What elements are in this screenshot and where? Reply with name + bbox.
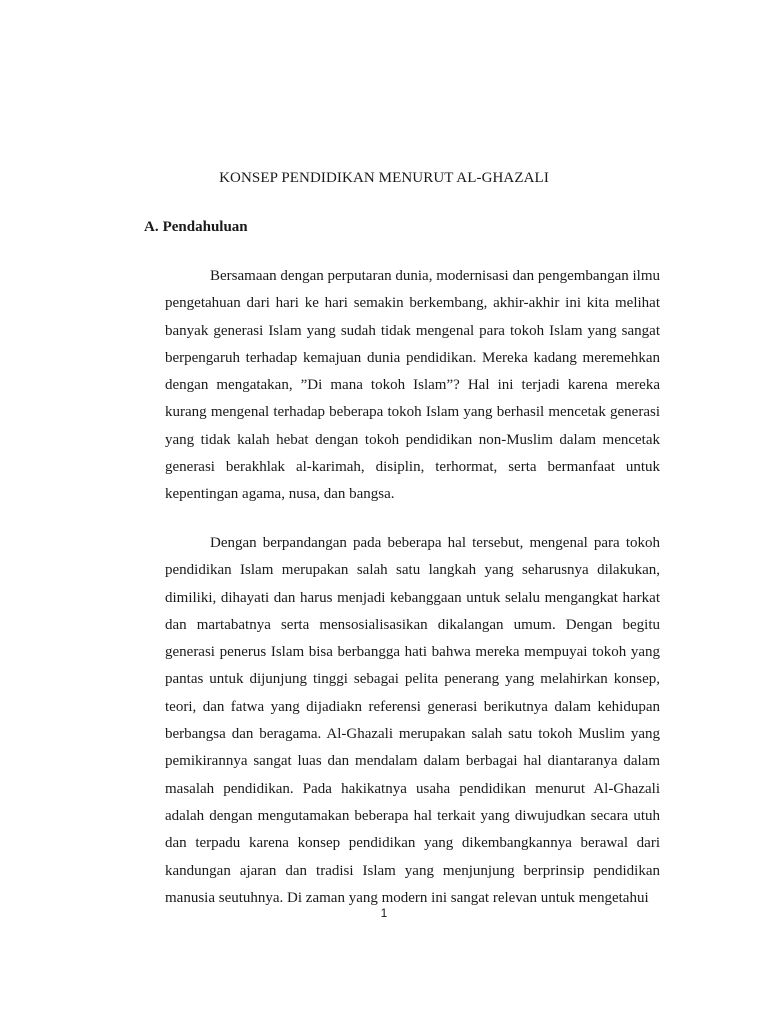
section-number: A. xyxy=(144,219,159,235)
paragraph-2: Dengan berpandangan pada beberapa hal tersebut, mengenal para tokoh pendidikan Islam merupakan salah satu langkah yang seharusnya dilakukan, dimiliki, dihayati dan harus menjadi kebanggaan untuk selalu mengangkat harkat dan martabatnya serta mensosialisasikan dikalangan umum. Dengan begitu generasi penerus Islam bisa berbangga hati bahwa mereka mempuyai tokoh yang pantas untuk dijunjung tinggi sebagai pelita penerang yang melahirkan konsep, teori, dan fatwa yang dijadiakn referensi generasi berikutnya dalam kehidupan berbangsa dan beragama. Al-Ghazali merupakan salah satu tokoh Muslim yang pemikirannya sangat luas dan mendalam dalam berbagai hal diantaranya dalam masalah pendidikan. Pada hakikatnya usaha pendidikan menurut Al-Ghazali adalah dengan mengutamakan beberapa hal terkait yang diwujudkan secara utuh dan terpadu karena konsep pendidikan yang dikembangkannya berawal dari kandungan ajaran dan tradisi Islam yang menjunjung berprinsip pendidikan manusia seutuhnya. Di zaman yang modern ini sangat relevan untuk mengetahui xyxy=(165,535,660,906)
paragraph-1: Bersamaan dengan perputaran dunia, modernisasi dan pengembangan ilmu pengetahuan dari hari ke hari semakin berkembang, akhir-akhir ini kita melihat banyak generasi Islam yang sudah tidak mengenal para tokoh Islam yang sangat berpengaruh terhadap kemajuan dunia pendidikan. Mereka kadang meremehkan dengan mengatakan, ”Di mana tokoh Islam”? Hal ini terjadi karena mereka kurang mengenal terhadap beberapa tokoh Islam yang berhasil mencetak generasi yang tidak kalah hebat dengan tokoh pendidikan non-Muslim dalam mencetak generasi berakhlak al-karimah, disiplin, terhormat, serta bermanfaat untuk kepentingan agama, nusa, dan bangsa. xyxy=(165,268,660,503)
document-title: KONSEP PENDIDIKAN MENURUT AL-GHAZALI xyxy=(219,170,549,186)
page-number: 1 xyxy=(380,906,388,920)
section-heading-text: Pendahuluan xyxy=(162,219,248,235)
section-heading xyxy=(144,219,248,236)
